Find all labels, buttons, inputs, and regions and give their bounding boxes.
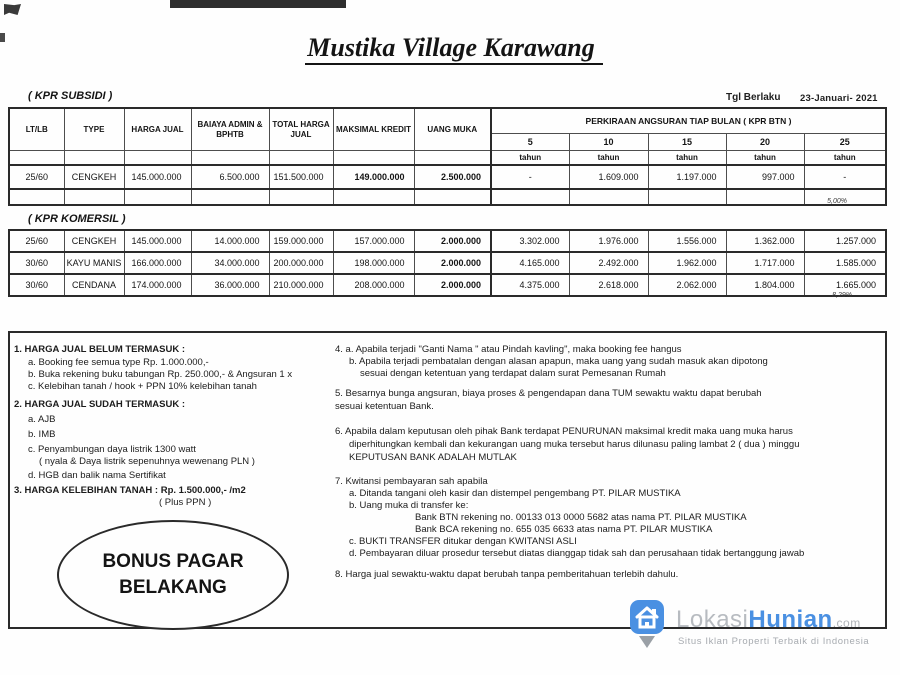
terms-item: sesuai ketentuan Bank. (335, 401, 434, 412)
terms-item: 6. Apabila dalam keputusan oleh pihak Bank terdapat PENURUNAN maksimal kredit maka uang muka harus (335, 426, 793, 437)
terms-item: Bank BTN rekening no. 00133 013 0000 5682 atas nama PT. PILAR MUSTIKA (415, 512, 747, 523)
tahun-label: tahun (648, 151, 726, 166)
terms-item: a. Booking fee semua type Rp. 1.000.000,- (28, 357, 209, 368)
terms-item: Bank BCA rekening no. 655 035 6633 atas nama PT. PILAR MUSTIKA (415, 524, 713, 535)
terms-item: c. Penyambungan daya listrik 1300 watt (28, 444, 196, 455)
angsuran-header: PERKIRAAN ANGSURAN TIAP BULAN ( KPR BTN ) (491, 108, 886, 134)
terms-item: b. Buka rekening buku tabungan Rp. 250.000,- & Angsuran 1 x (28, 369, 293, 380)
page-title: Mustika Village Karawang (0, 33, 900, 63)
terms-item: b. Apabila terjadi pembatalan dengan alasan apapun, maka uang yang sudah masuk akan dipotong (349, 356, 768, 367)
subsidi-rate-note: 5,00% (827, 198, 847, 205)
scan-artifact-mark (4, 4, 21, 15)
terms-item: 7. Kwitansi pembayaran sah apabila (335, 476, 488, 487)
bonus-badge: BONUS PAGAR BELAKANG (57, 520, 289, 630)
terms-item: c. Kelebihan tanah / hook + PPN 10% kelebihan tanah (28, 381, 257, 392)
year-header: 10 (569, 134, 648, 151)
col-header: TYPE (64, 108, 124, 151)
year-header: 25 (804, 134, 886, 151)
tahun-label: tahun (804, 151, 886, 166)
terms-item: a. AJB (28, 414, 56, 425)
col-header: MAKSIMAL KREDIT (333, 108, 414, 151)
year-header: 15 (648, 134, 726, 151)
logo-tagline: Situs Iklan Properti Terbaik di Indonesia (678, 636, 870, 647)
table-row: 25/60 CENGKEH 145.000.000 6.500.000 151.500.000 149.000.000 2.500.000 - 1.609.000 1.197.000 997.000 - (9, 165, 886, 189)
table-row: 25/60 CENGKEH 145.000.000 14.000.000 159.000.000 157.000.000 2.000.000 3.302.000 1.976.000 1.556.000 1.362.000 1.257.000 (9, 230, 886, 252)
terms-item: d. Pembayaran diluar prosedur tersebut diatas dianggap tidak sah dan perusahaan tidak bertanggung jawab (349, 548, 805, 559)
terms-item: 1. HARGA JUAL BELUM TERMASUK : (14, 344, 186, 355)
effective-date-value: 23-Januari- 2021 (800, 93, 878, 104)
house-pin-icon (628, 598, 668, 652)
terms-left-column (14, 344, 329, 509)
table-row: 30/60 CENDANA 174.000.000 36.000.000 210.000.000 208.000.000 2.000.000 4.375.000 2.618.000 2.062.000 1.804.000 1.665.000 (9, 274, 886, 296)
terms-item: 3. HARGA KELEBIHAN TANAH : Rp. 1.500.000,- /m2 (14, 485, 246, 496)
col-header: BAIAYA ADMIN & BPHTB (191, 108, 269, 151)
terms-item: 2. HARGA JUAL SUDAH TERMASUK : (14, 399, 186, 410)
terms-item: b. Uang muka di transfer ke: (349, 500, 469, 511)
terms-item: 4. a. Apabila terjadi "Ganti Nama " atau Pindah kavling", maka booking fee hangus (335, 344, 682, 355)
table-row: 30/60 KAYU MANIS 166.000.000 34.000.000 200.000.000 198.000.000 2.000.000 4.165.000 2.492.000 1.962.000 1.717.000 1.585.000 (9, 252, 886, 274)
year-header: 20 (726, 134, 804, 151)
terms-item: 8. Harga jual sewaktu-waktu dapat berubah tanpa pemberitahuan terlebih dahulu. (335, 569, 679, 580)
effective-date-label: Tgl Berlaku (726, 92, 781, 103)
terms-item: diperhitungkan kembali dan kekurangan uang muka tersebut harus dilunasu paling lambat 2 ( dua ) minggu (349, 439, 800, 450)
kpr-komersil-table (8, 229, 887, 297)
terms-item: b. IMB (28, 429, 56, 440)
terms-item: c. BUKTI TRANSFER ditukar dengan KWITANSI ASLI (349, 536, 577, 547)
year-header: 5 (491, 134, 569, 151)
kpr-subsidi-table (8, 107, 887, 206)
tahun-label: tahun (491, 151, 569, 166)
col-header: TOTAL HARGA JUAL (269, 108, 333, 151)
section-label-kpr-subsidi: ( KPR SUBSIDI ) (28, 90, 113, 102)
terms-item: KEPUTUSAN BANK ADALAH MUTLAK (349, 452, 517, 463)
terms-item: ( nyala & Daya listrik sepenuhnya wewenang PLN ) (39, 456, 255, 467)
col-header: UANG MUKA (414, 108, 491, 151)
terms-item: d. HGB dan balik nama Sertifikat (28, 470, 166, 481)
terms-item: sesuai dengan ketentuan yang terdapat dalam surat Pemesanan Rumah (360, 368, 666, 379)
tahun-label: tahun (569, 151, 648, 166)
terms-item: ( Plus PPN ) (159, 497, 212, 508)
col-header: LT/LB (9, 108, 64, 151)
terms-item: a. Ditanda tangani oleh kasir dan distempel pengembang PT. PILAR MUSTIKA (349, 488, 681, 499)
logo-wordmark: LokasiHunian.com (676, 606, 861, 633)
lokasihunian-logo (628, 596, 878, 656)
tahun-label: tahun (726, 151, 804, 166)
terms-right-column (335, 344, 885, 581)
section-label-kpr-komersil: ( KPR KOMERSIL ) (28, 213, 126, 225)
komersil-rate-note: 8,29% (832, 292, 852, 299)
terms-item: 5. Besarnya bunga angsuran, biaya proses & pengendapan dana TUM sewaktu waktu dapat berubah (335, 388, 762, 399)
col-header: HARGA JUAL (124, 108, 191, 151)
scan-artifact-bar (170, 0, 346, 8)
